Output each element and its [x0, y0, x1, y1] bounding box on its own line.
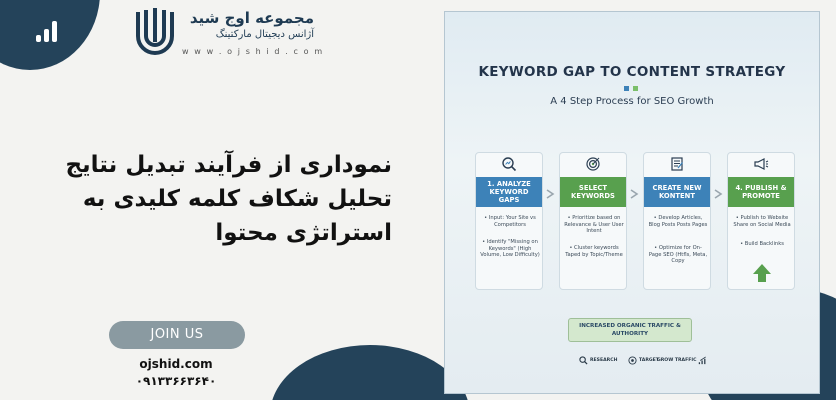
step-card-publish — [727, 152, 795, 290]
magnifier-chart-icon — [501, 156, 517, 172]
growth-chart-icon — [698, 356, 708, 365]
headline-line-2: تحلیل شکاف کلمه کلیدی به — [82, 186, 392, 212]
brand-subtitle: آژانس دیجیتال مارکتینگ — [215, 29, 314, 40]
search-icon — [579, 356, 588, 365]
step-bullet: • Optimize for On-Page SEO (Htfls, Meta, Copy — [648, 245, 708, 265]
step-bullet: • Build Backlinks — [740, 241, 784, 247]
step-bullet: • Prioritize based on Relevance & User User Intent — [564, 215, 624, 235]
arrow-up-icon — [751, 262, 773, 284]
arrow-right-icon — [546, 188, 556, 200]
step-bullet: • Publish to Website Share on Social Media — [733, 215, 791, 228]
document-pencil-icon — [669, 156, 685, 172]
step-card-select — [559, 152, 627, 290]
brand-name: مجموعه اوج شید — [189, 9, 314, 27]
step-title-create: CREATE NEW KONTENT — [644, 177, 710, 207]
join-us-button[interactable]: JOIN US — [109, 321, 245, 349]
footer-target — [628, 354, 659, 366]
footer-grow-label: GROW TRAFFIC — [657, 357, 697, 363]
step-card-create — [643, 152, 711, 290]
arrow-right-icon — [714, 188, 724, 200]
infographic-title: KEYWORD GAP TO CONTENT STRATEGY — [478, 64, 786, 80]
headline-line-1: نموداری از فرآیند تبدیل نتایج — [65, 152, 392, 178]
brand-url: w w w . o j s h i d . c o m — [182, 47, 324, 56]
step-title-publish: 4. PUBLISH & PROMOTE — [728, 177, 794, 207]
step-bullet: • Identify "Missing on Keywords" (High Volume, Low Difficulty) — [480, 239, 540, 259]
footer-research-label: RESEARCH — [590, 357, 618, 363]
headline — [24, 148, 392, 250]
step-bullet: • Input: Your Site vs Competitors — [484, 215, 536, 228]
footer-target-label: TARGET — [639, 357, 659, 363]
seo-infographic — [444, 11, 820, 394]
ojshid-logo-icon — [134, 6, 176, 58]
title-dots — [624, 86, 644, 92]
step-title-select: SELECT KEYWORDS — [560, 177, 626, 207]
arrow-right-icon — [630, 188, 640, 200]
brand-header — [134, 6, 324, 62]
target-icon — [585, 156, 601, 172]
step-title-analyze: 1. ANALYZE KEYWORD GAPS — [476, 177, 542, 207]
decorative-circle-bottom — [270, 345, 470, 400]
target-icon — [628, 356, 637, 365]
footer-grow — [657, 354, 708, 366]
bar-chart-icon — [36, 20, 60, 42]
phone-number: ۰۹۱۳۳۶۶۳۶۴۰ — [135, 374, 217, 388]
step-bullet: • Cluster keywords Taped by Topic/Theme — [565, 245, 623, 258]
megaphone-icon — [753, 156, 769, 172]
result-box: INCREASED ORGANIC TRAFFIC & AUTHORITY — [568, 318, 692, 342]
footer-research — [579, 354, 617, 366]
website-link[interactable]: ojshid.com — [139, 357, 213, 371]
headline-line-3: استراتژی محتوا — [215, 220, 392, 246]
step-card-analyze — [475, 152, 543, 290]
infographic-subtitle: A 4 Step Process for SEO Growth — [550, 96, 714, 107]
step-bullet: • Develop Articles, Blog Posts Posts Pages — [648, 215, 708, 228]
